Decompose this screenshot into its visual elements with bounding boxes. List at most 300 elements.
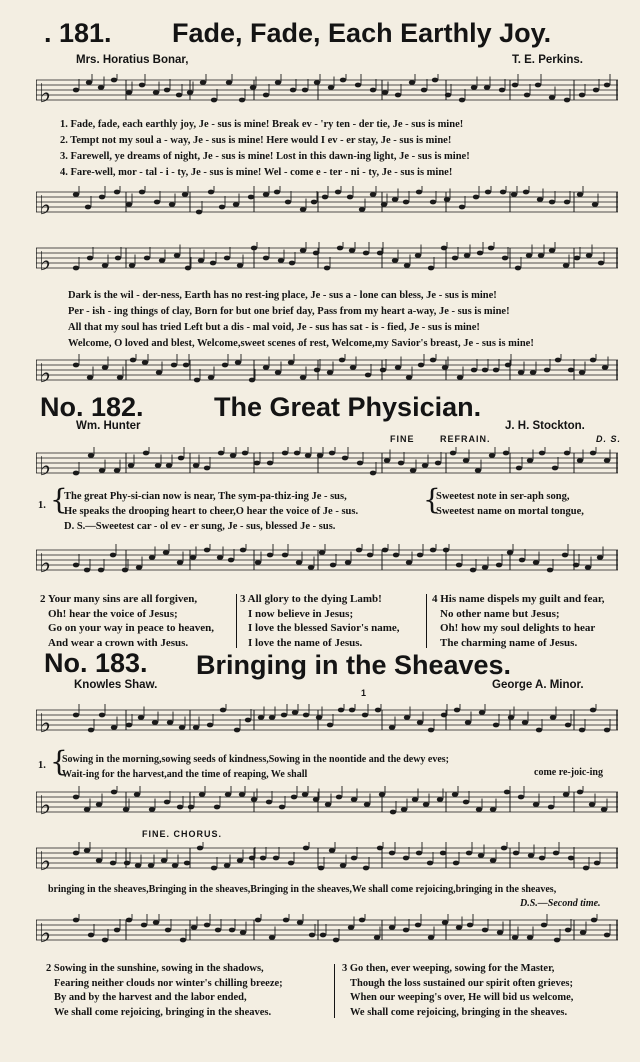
note-head: [87, 375, 93, 380]
note-head: [441, 713, 447, 718]
note-head: [370, 192, 376, 197]
note-head: [148, 863, 154, 868]
note-head: [329, 451, 335, 456]
note-head: [239, 792, 245, 797]
note-head: [237, 858, 243, 863]
note-head: [220, 708, 226, 713]
note-head: [139, 190, 145, 195]
hymn-number: . 181.: [44, 18, 112, 48]
note-head: [99, 195, 105, 200]
note-head: [565, 723, 571, 728]
note-head: [417, 553, 423, 558]
lyric-line: Sweetest note in ser-aph song,: [436, 491, 570, 502]
note-head: [416, 851, 422, 856]
note-head: [126, 90, 132, 95]
lyric-line: Dark is the wil - der-ness, Earth has no rest-ing place, Je - sus a - lone can bless, Je - sus is mine!: [68, 290, 497, 301]
note-head: [135, 863, 141, 868]
note-head: [384, 458, 390, 463]
verse-line: Oh! how my soul delights to hear: [440, 622, 596, 634]
note-head: [303, 846, 309, 851]
note-head: [342, 456, 348, 461]
note-head: [490, 858, 496, 863]
note-head: [442, 920, 448, 925]
note-head: [235, 360, 241, 365]
note-head: [479, 710, 485, 715]
note-head: [452, 256, 458, 261]
clef-icon: ♭: [39, 549, 52, 576]
note-head: [138, 715, 144, 720]
note-head: [403, 856, 409, 861]
note-head: [267, 553, 273, 558]
note-head: [541, 923, 547, 928]
note-head: [549, 200, 555, 205]
note-head: [180, 938, 186, 943]
note-head: [403, 200, 409, 205]
note-head: [533, 802, 539, 807]
note-head: [177, 805, 183, 810]
lyric-line: come re-joic-ing: [534, 767, 603, 778]
note-head: [111, 725, 117, 730]
note-head: [179, 725, 185, 730]
note-head: [410, 468, 416, 473]
note-head: [592, 202, 598, 207]
note-head: [465, 720, 471, 725]
divider: [236, 594, 237, 648]
lyric-line: 4. Fare-well, mor - tal - i - ty, Je - sus is mine! Wel - come e - ter - ni - ty, Je - sus is mine!: [60, 167, 453, 178]
note-head: [355, 83, 361, 88]
ds-mark: D.S.—Second time.: [520, 898, 601, 909]
verse-line: 3 All glory to the dying Lamb!: [240, 593, 382, 605]
note-head: [594, 861, 600, 866]
note-head: [159, 258, 165, 263]
note-head: [502, 256, 508, 261]
lyric-line: 3. Farewell, ye dreams of night, Je - sus is mine! Lost in this dawn-ing light, Je - sus is mine!: [60, 151, 470, 162]
clef-icon: ♭: [39, 191, 52, 218]
bass-staff: [36, 544, 618, 576]
clef-icon: ♭: [39, 79, 52, 106]
note-head: [204, 923, 210, 928]
note-head: [428, 266, 434, 271]
note-head: [553, 851, 559, 856]
verse-line: 3 Go then, ever weeping, sowing for the Master,: [342, 963, 555, 974]
note-head: [314, 368, 320, 373]
note-head: [357, 461, 363, 466]
note-head: [348, 925, 354, 930]
note-head: [330, 563, 336, 568]
note-head: [564, 98, 570, 103]
note-head: [464, 253, 470, 258]
verse-line: I now believe in Jesus;: [248, 607, 354, 620]
verse-line: I love the name of Jesus.: [248, 636, 363, 649]
note-head: [395, 365, 401, 370]
note-head: [111, 78, 117, 83]
note-head: [522, 720, 528, 725]
note-head: [283, 918, 289, 923]
note-head: [345, 560, 351, 565]
note-head: [128, 463, 134, 468]
lyric-line: Per - ish - ing things of clay, Born for but one brief day, Pass from my heart a-way, Je - sus is mine!: [68, 306, 510, 317]
note-head: [226, 80, 232, 85]
note-head: [500, 190, 506, 195]
note-head: [290, 88, 296, 93]
verse-line: And wear a crown with Jesus.: [48, 636, 189, 649]
note-head: [291, 795, 297, 800]
note-head: [577, 790, 583, 795]
note-head: [110, 553, 116, 558]
verse-number: 1.: [38, 500, 46, 511]
note-head: [467, 923, 473, 928]
hymn-composer: T. E. Perkins.: [512, 54, 583, 66]
note-head: [308, 565, 314, 570]
note-head: [533, 560, 539, 565]
note-head: [527, 458, 533, 463]
note-head: [573, 563, 579, 568]
note-head: [362, 713, 368, 718]
note-head: [142, 360, 148, 365]
note-head: [193, 463, 199, 468]
hymn-title: Fade, Fade, Each Earthly Joy.: [172, 18, 552, 48]
note-head: [98, 568, 104, 573]
verse-3: [342, 962, 573, 1020]
note-head: [266, 800, 272, 805]
note-head: [73, 918, 79, 923]
lyric-line: Wait-ing for the harvest,and the time of reaping, We shall: [62, 769, 308, 780]
note-head: [503, 451, 509, 456]
note-head: [590, 451, 596, 456]
lyric-line: bringing in the sheaves,Bringing in the sheaves,Bringing in the sheaves,We shall come rejoicing,bringing in the sheaves,: [48, 884, 557, 895]
note-head: [274, 190, 280, 195]
note-head: [548, 805, 554, 810]
note-head: [215, 928, 221, 933]
note-head: [258, 715, 264, 720]
note-head: [275, 80, 281, 85]
note-head: [122, 568, 128, 573]
note-head: [527, 935, 533, 940]
verse-line: Go on your way in peace to heaven,: [48, 622, 215, 634]
note-head: [518, 795, 524, 800]
note-head: [489, 453, 495, 458]
note-head: [297, 920, 303, 925]
note-head: [377, 846, 383, 851]
note-head: [530, 370, 536, 375]
note-head: [473, 195, 479, 200]
note-head: [285, 200, 291, 205]
verse-line: Fearing neither clouds nor winter's chilling breeze;: [54, 977, 283, 989]
note-head: [263, 256, 269, 261]
note-head: [415, 253, 421, 258]
note-head: [476, 807, 482, 812]
brace: {: [50, 483, 68, 516]
note-head: [423, 802, 429, 807]
note-head: [523, 190, 529, 195]
note-head: [367, 553, 373, 558]
note-head: [183, 363, 189, 368]
note-head: [102, 938, 108, 943]
note-head: [73, 713, 79, 718]
note-head: [200, 80, 206, 85]
note-head: [512, 83, 518, 88]
lyric-line: Sweetest name on mortal tongue,: [436, 506, 584, 517]
note-head: [412, 797, 418, 802]
note-head: [392, 258, 398, 263]
hymn-number: No. 182.: [40, 392, 144, 422]
verse-line: Oh! hear the voice of Jesus;: [48, 607, 178, 620]
note-head: [110, 861, 116, 866]
note-head: [564, 200, 570, 205]
note-head: [289, 261, 295, 266]
note-head: [302, 792, 308, 797]
note-head: [598, 261, 604, 266]
note-head: [579, 93, 585, 98]
bass-staff: [36, 354, 618, 386]
note-head: [214, 805, 220, 810]
note-head: [303, 713, 309, 718]
note-head: [237, 263, 243, 268]
note-head: [370, 471, 376, 476]
note-head: [365, 373, 371, 378]
note-head: [602, 365, 608, 370]
note-head: [549, 248, 555, 253]
note-head: [182, 192, 188, 197]
note-head: [114, 928, 120, 933]
note-head: [207, 723, 213, 728]
note-head: [404, 715, 410, 720]
verse-line: The charming name of Jesus.: [440, 636, 578, 649]
note-head: [167, 720, 173, 725]
note-head: [217, 555, 223, 560]
note-head: [577, 458, 583, 463]
note-head: [499, 88, 505, 93]
note-head: [336, 795, 342, 800]
note-head: [484, 85, 490, 90]
note-head: [374, 935, 380, 940]
note-head: [351, 797, 357, 802]
note-head: [204, 548, 210, 553]
note-head: [164, 800, 170, 805]
note-head: [496, 563, 502, 568]
note-head: [501, 846, 507, 851]
note-head: [281, 713, 287, 718]
note-head: [580, 930, 586, 935]
note-head: [590, 358, 596, 363]
note-head: [149, 807, 155, 812]
note-head: [338, 708, 344, 713]
ds-mark: D. S.: [596, 434, 622, 444]
note-head: [504, 790, 510, 795]
note-head: [329, 848, 335, 853]
note-head: [390, 810, 396, 815]
clef-icon: ♭: [39, 919, 52, 946]
note-head: [340, 863, 346, 868]
note-head: [85, 205, 91, 210]
note-head: [234, 728, 240, 733]
hymn-author: Mrs. Horatius Bonar,: [76, 54, 189, 66]
note-head: [314, 80, 320, 85]
note-head: [516, 466, 522, 471]
note-head: [350, 365, 356, 370]
note-head: [450, 451, 456, 456]
note-head: [73, 471, 79, 476]
note-head: [401, 807, 407, 812]
note-head: [428, 935, 434, 940]
note-head: [309, 933, 315, 938]
note-head: [508, 715, 514, 720]
note-head: [185, 266, 191, 271]
note-head: [199, 792, 205, 797]
note-head: [124, 861, 130, 866]
note-head: [422, 463, 428, 468]
note-head: [300, 248, 306, 253]
verse-line: By and by the harvest and the labor ended,: [54, 992, 247, 1003]
note-head: [591, 918, 597, 923]
verse-line: Though the loss sustained our spirit often grieves;: [350, 977, 573, 989]
note-head: [547, 568, 553, 573]
note-head: [579, 728, 585, 733]
lyric-line: Sowing in the morning,sowing seeds of kindness,Sowing in the noontide and the dewy eves;: [62, 754, 450, 765]
note-head: [73, 192, 79, 197]
note-head: [305, 453, 311, 458]
note-head: [443, 548, 449, 553]
note-head: [126, 202, 132, 207]
note-head: [604, 458, 610, 463]
note-head: [73, 88, 79, 93]
verse-line: 2 Sowing in the sunshine, sowing in the shadows,: [46, 963, 264, 974]
lyric-line: All that my soul has tried Left but a dis - mal void, Je - sus has sat - is - fied, Je - sus is mine!: [68, 322, 480, 333]
note-head: [156, 370, 162, 375]
note-head: [152, 720, 158, 725]
note-head: [233, 202, 239, 207]
note-head: [568, 368, 574, 373]
divider: [334, 964, 335, 1018]
note-head: [230, 453, 236, 458]
note-head: [389, 851, 395, 856]
note-head: [282, 451, 288, 456]
note-head: [143, 451, 149, 456]
note-head: [178, 456, 184, 461]
note-head: [288, 861, 294, 866]
note-head: [144, 256, 150, 261]
fine-chorus-mark: FINE. CHORUS.: [142, 829, 223, 839]
note-head: [86, 80, 92, 85]
note-head: [211, 866, 217, 871]
note-head: [444, 197, 450, 202]
note-head: [526, 253, 532, 258]
note-head: [493, 368, 499, 373]
note-head: [328, 85, 334, 90]
note-head: [404, 263, 410, 268]
note-head: [452, 792, 458, 797]
brace: {: [50, 745, 68, 778]
note-head: [273, 856, 279, 861]
note-head: [505, 363, 511, 368]
note-head: [574, 256, 580, 261]
note-head: [171, 363, 177, 368]
note-head: [269, 715, 275, 720]
note-head: [585, 565, 591, 570]
note-head: [339, 358, 345, 363]
note-head: [589, 802, 595, 807]
note-head: [114, 468, 120, 473]
note-head: [320, 933, 326, 938]
hymn-composer: J. H. Stockton.: [505, 420, 585, 432]
note-head: [539, 451, 545, 456]
note-head: [456, 563, 462, 568]
note-head: [536, 728, 542, 733]
note-head: [282, 553, 288, 558]
note-head: [555, 358, 561, 363]
note-head: [126, 918, 132, 923]
note-head: [255, 918, 261, 923]
note-head: [445, 93, 451, 98]
note-head: [528, 853, 534, 858]
note-head: [222, 363, 228, 368]
note-head: [249, 378, 255, 383]
note-head: [196, 210, 202, 215]
note-head: [130, 358, 136, 363]
clef-icon: ♭: [39, 452, 52, 479]
note-head: [255, 560, 261, 565]
note-head: [300, 375, 306, 380]
note-head: [136, 565, 142, 570]
note-head: [164, 88, 170, 93]
note-head: [441, 246, 447, 251]
note-head: [318, 866, 324, 871]
note-head: [335, 190, 341, 195]
note-head: [459, 205, 465, 210]
note-head: [325, 802, 331, 807]
note-head: [403, 928, 409, 933]
note-head: [409, 80, 415, 85]
note-head: [141, 923, 147, 928]
verse-line: We shall come rejoicing, bringing in the sheaves.: [350, 1006, 568, 1018]
note-head: [453, 861, 459, 866]
note-head: [84, 848, 90, 853]
treble-staff: [36, 842, 618, 874]
note-head: [417, 720, 423, 725]
clef-icon: ♭: [39, 791, 52, 818]
note-head: [363, 251, 369, 256]
note-head: [524, 93, 530, 98]
hymn-title: Bringing in the Sheaves.: [196, 650, 512, 680]
note-head: [406, 560, 412, 565]
verse-number: 1.: [38, 760, 46, 771]
note-head: [239, 98, 245, 103]
note-head: [129, 263, 135, 268]
note-head: [539, 856, 545, 861]
note-head: [302, 88, 308, 93]
note-head: [463, 458, 469, 463]
note-head: [96, 802, 102, 807]
note-head: [604, 728, 610, 733]
note-head: [327, 723, 333, 728]
note-head: [99, 713, 105, 718]
note-head: [537, 197, 543, 202]
note-head: [288, 360, 294, 365]
note-head: [568, 856, 574, 861]
note-head: [375, 708, 381, 713]
note-head: [279, 805, 285, 810]
note-head: [224, 863, 230, 868]
hymn-title: The Great Physician.: [214, 392, 482, 422]
note-head: [87, 256, 93, 261]
note-head: [428, 728, 434, 733]
note-head: [322, 195, 328, 200]
note-head: [349, 248, 355, 253]
note-head: [211, 98, 217, 103]
treble-staff: [36, 447, 618, 479]
treble-staff: [36, 242, 618, 274]
note-head: [432, 78, 438, 83]
